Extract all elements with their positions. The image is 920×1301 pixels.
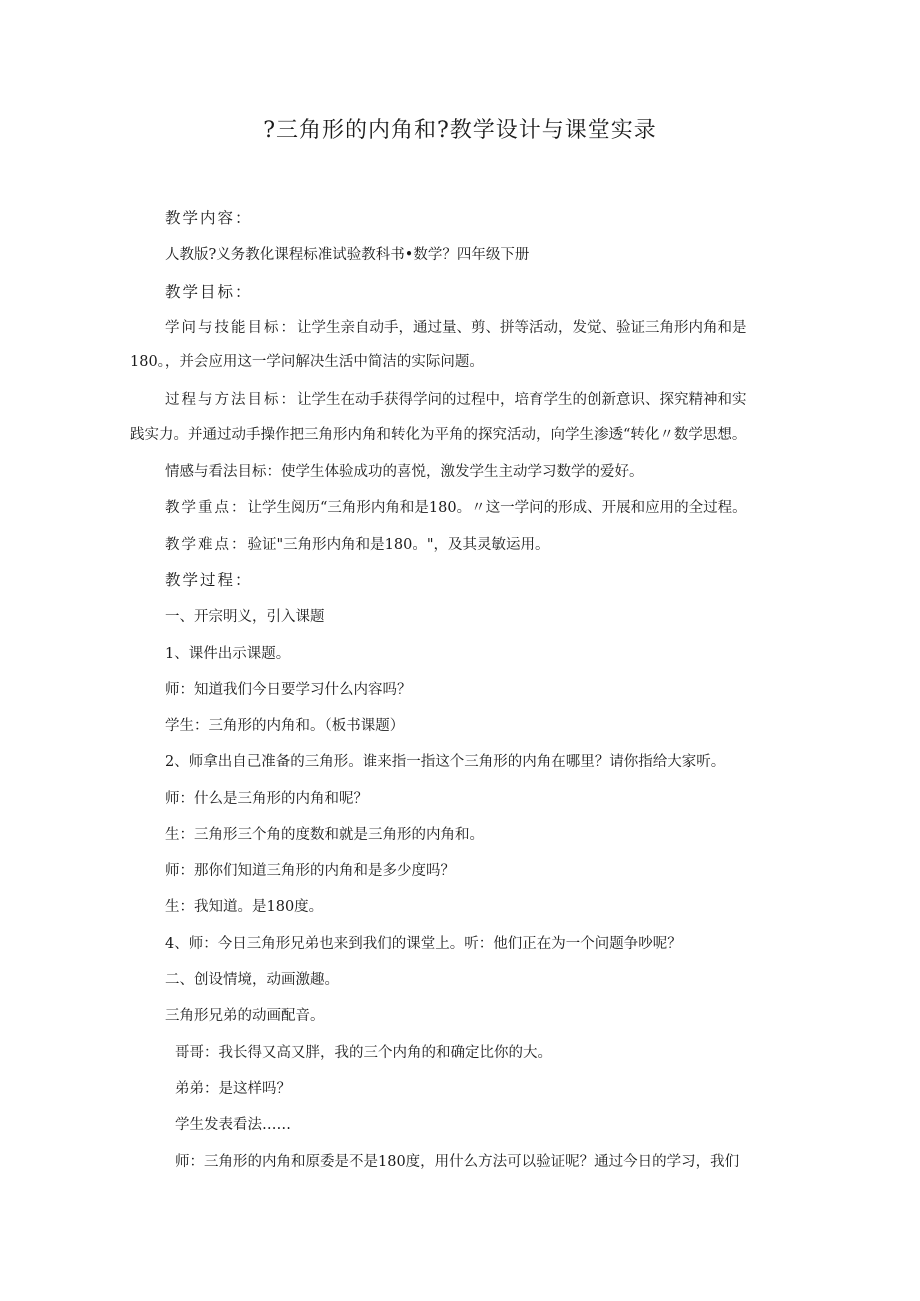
key-point xyxy=(165,498,747,518)
knowledge-goal xyxy=(165,318,747,338)
process-goal-text: 让学生在动手获得学问的过程中，培育学生的创新意识、探究精神和实 xyxy=(297,392,747,408)
dialog-line: 弟弟：是这样吗？ xyxy=(175,1081,291,1097)
dialog-line: 师：什么是三角形的内角和呢？ xyxy=(165,791,368,807)
process-goal-label: 过程与方法目标： xyxy=(165,392,297,408)
dialog-line: 师：知道我们今日要学习什么内容吗？ xyxy=(165,682,412,698)
knowledge-goal-continued: 180。，并会应用这一学问解决生活中简洁的实际问题。 xyxy=(130,354,484,370)
process-goal xyxy=(165,390,747,410)
process-goal-continued: 践实力。并通过动手操作把三角形内角和转化为平角的探究活动，向学生渗透“转化〃数学思想。 xyxy=(130,427,747,443)
animation-intro: 三角形兄弟的动画配音。 xyxy=(165,1008,325,1024)
difficulty-label: 教学难点： xyxy=(165,537,248,553)
step-4: 4、师：今日三角形兄弟也来到我们的课堂上。听：他们正在为一个问题争吵呢？ xyxy=(165,936,682,952)
process-heading: 教学过程： xyxy=(165,571,253,589)
knowledge-goal-label: 学问与技能目标： xyxy=(165,320,297,336)
key-point-label: 教学重点： xyxy=(165,500,248,516)
section-1-heading: 一、开宗明义，引入课题 xyxy=(165,609,325,625)
step-2: 2、师拿出自己准备的三角形。谁来指一指这个三角形的内角在哪里？请你指给大家听。 xyxy=(165,754,726,770)
difficulty xyxy=(165,535,550,555)
knowledge-goal-text: 让学生亲自动手，通过量、剪、拼等活动，发觉、验证三角形内角和是 xyxy=(297,320,747,336)
section-2-heading: 二、创设情境，动画激趣。 xyxy=(165,972,339,988)
goals-heading: 教学目标： xyxy=(165,283,253,301)
emotion-goal-text: 使学生体验成功的喜悦，激发学生主动学习数学的爱好。 xyxy=(281,464,644,480)
step-1: 1、课件出示课题。 xyxy=(165,646,291,662)
difficulty-text: 验证"三角形内角和是180。"，及其灵敏运用。 xyxy=(247,537,550,553)
dialog-line: 生：我知道。是180度。 xyxy=(165,899,324,915)
dialog-line: 哥哥：我长得又高又胖，我的三个内角的和确定比你的大。 xyxy=(175,1045,552,1061)
emotion-goal-label: 情感与看法目标： xyxy=(165,464,281,480)
dialog-line: 学生发表看法…… xyxy=(175,1117,291,1133)
dialog-line: 师：那你们知道三角形的内角和是多少度吗？ xyxy=(165,863,455,879)
emotion-goal xyxy=(165,462,644,482)
content-heading: 教学内容： xyxy=(165,209,253,227)
dialog-line: 生：三角形三个角的度数和就是三角形的内角和。 xyxy=(165,827,484,843)
textbook-line: 人教版?义务教化课程标准试验教科书•数学？四年级下册 xyxy=(165,247,530,263)
dialog-line: 师：三角形的内角和原委是不是180度，用什么方法可以验证呢？通过今日的学习，我们 xyxy=(175,1154,740,1170)
dialog-line: 学生：三角形的内角和。（板书课题） xyxy=(165,718,405,734)
document-title: ?三角形的内角和?教学设计与课堂实录 xyxy=(263,118,657,143)
key-point-text: 让学生阅历“三角形内角和是180。〃这一学问的形成、开展和应用的全过程。 xyxy=(247,500,747,516)
